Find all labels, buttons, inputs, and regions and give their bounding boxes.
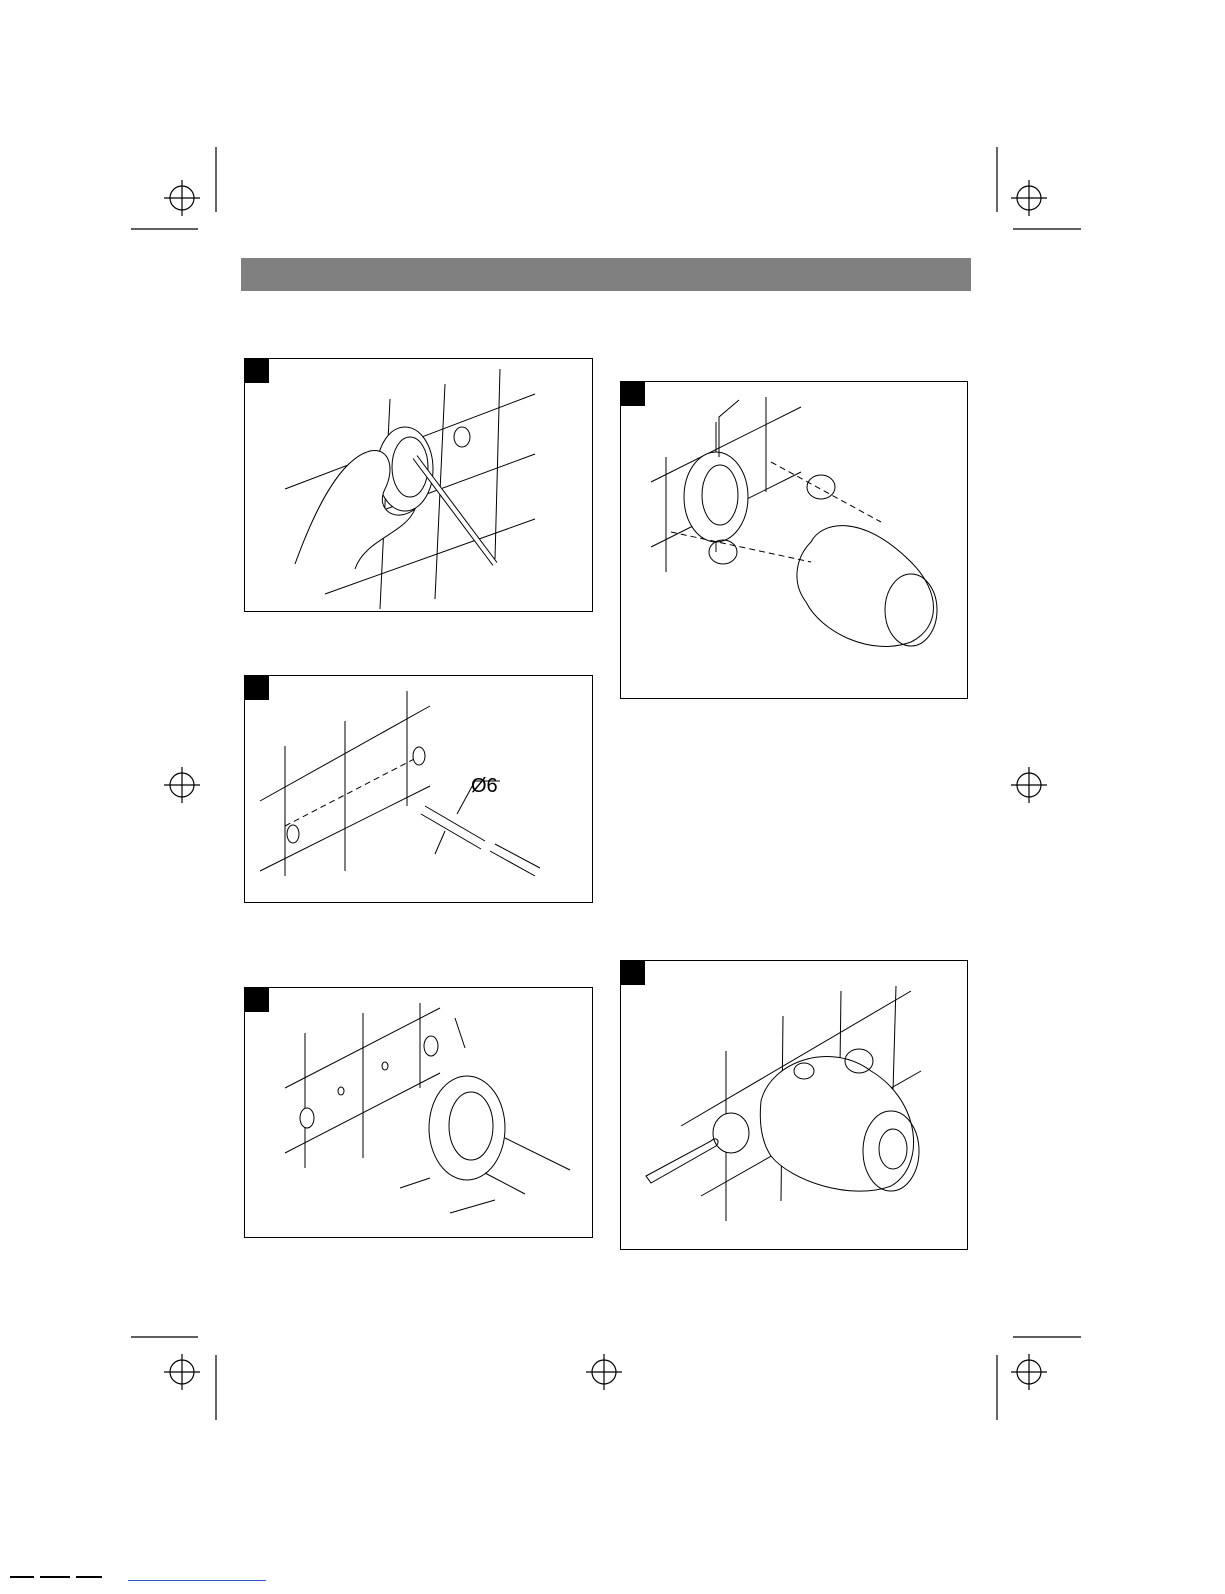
valve-exploded-illustration [621, 382, 968, 699]
footer-scan-marks [10, 1576, 108, 1585]
step-panel-5 [620, 960, 968, 1250]
section-header-bar [241, 258, 971, 291]
ring-alignment-illustration [245, 359, 593, 612]
step-panel-1 [244, 358, 593, 612]
drill-diameter-label: Ø6 [471, 775, 498, 797]
valve-installed-illustration [621, 961, 968, 1250]
step-panel-2 [244, 675, 593, 903]
drilling-illustration [245, 676, 593, 903]
footer-link-underline [128, 1580, 266, 1581]
step-panel-4 [620, 381, 968, 699]
step-panel-3 [244, 987, 593, 1238]
ring-mounting-illustration [245, 988, 593, 1238]
